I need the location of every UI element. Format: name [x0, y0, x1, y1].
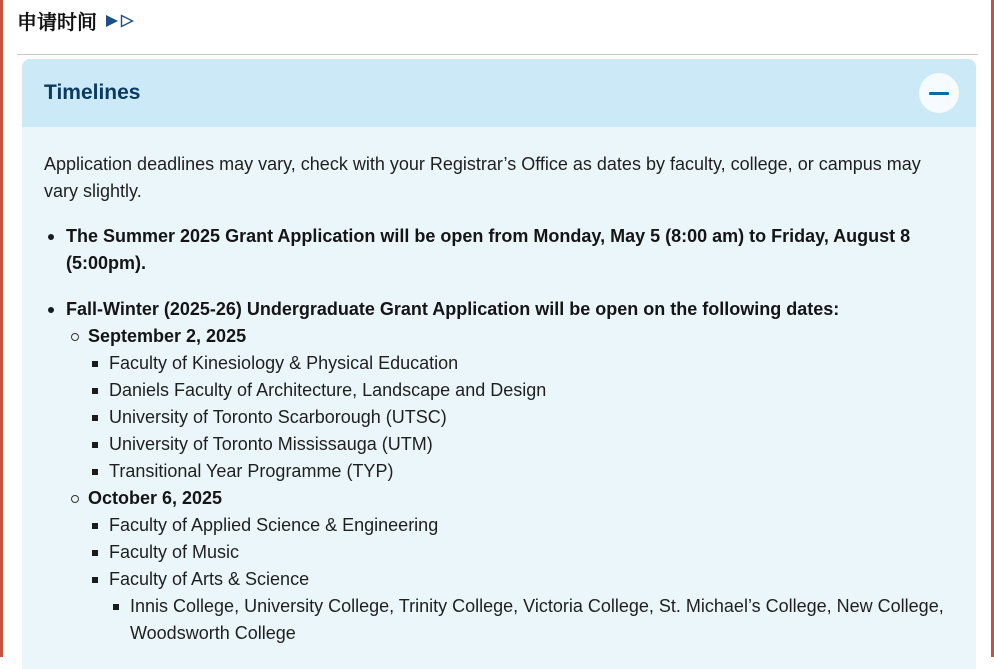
intro-text: Application deadlines may vary, check with your Registrar’s Office as dates by faculty, college, or campus may vary slightly.	[44, 154, 921, 201]
date-item	[66, 485, 954, 647]
heading-arrows	[105, 14, 134, 28]
faculty-item: University of Toronto Scarborough (UTSC)	[88, 404, 954, 431]
play-filled-icon	[105, 14, 119, 28]
collapse-button[interactable]	[919, 73, 959, 113]
faculty-item: Transitional Year Programme (TYP)	[88, 458, 954, 485]
faculty-item: University of Toronto Mississauga (UTM)	[88, 431, 954, 458]
date-item	[66, 323, 954, 485]
faculty-item: Faculty of Applied Science & Engineering	[88, 512, 954, 539]
play-outline-icon	[120, 14, 134, 28]
college-list	[109, 593, 954, 647]
accordion-body	[22, 127, 976, 647]
list-item	[44, 296, 954, 647]
timeline-list	[44, 223, 954, 647]
date-label: October 6, 2025	[88, 488, 223, 508]
section-heading-text: 申请时间	[17, 10, 97, 34]
date-list	[66, 323, 954, 647]
minus-icon	[929, 92, 949, 95]
timelines-accordion	[22, 59, 976, 669]
list-item	[44, 223, 954, 277]
faculty-item: Faculty of Kinesiology & Physical Education	[88, 350, 954, 377]
faculty-item: Faculty of Music	[88, 539, 954, 566]
faculty-list	[88, 512, 954, 647]
accordion-header[interactable]	[22, 59, 976, 127]
section-heading	[17, 6, 134, 35]
accordion-title: Timelines	[44, 81, 141, 104]
fall-winter-grant-text: Fall-Winter (2025-26) Undergraduate Grant Application will be open on the following dates:	[66, 299, 840, 319]
faculty-item	[88, 566, 954, 647]
date-label: September 2, 2025	[88, 326, 247, 346]
college-item: Innis College, University College, Trinity College, Victoria College, St. Michael’s College, New College, Woodsworth College	[109, 593, 954, 647]
summer-grant-text: The Summer 2025 Grant Application will be open from Monday, May 5 (8:00 am) to Friday, August 8 (5:00pm).	[66, 226, 911, 273]
faculty-list	[88, 350, 954, 485]
faculty-item-label: Faculty of Arts & Science	[109, 569, 310, 589]
faculty-item: Daniels Faculty of Architecture, Landscape and Design	[88, 377, 954, 404]
section-divider	[17, 54, 978, 55]
